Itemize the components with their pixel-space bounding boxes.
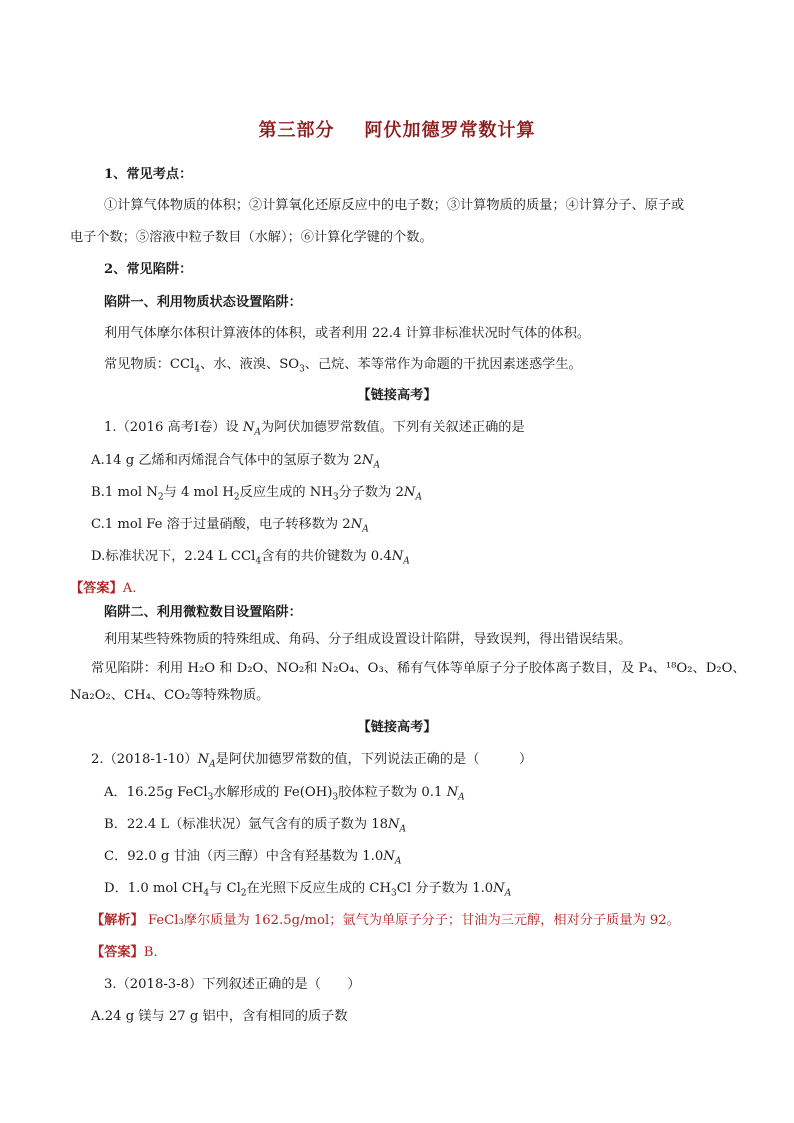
- q1-option-c: C.1 mol Fe 溶于过量硝酸，电子转移数为 $2N_A$: [91, 517, 369, 535]
- q2-option-d: D．1.0 mol $CH_4$与 $Cl_2$在光照下反应生成的 $CH_3Cl$ 分子数为 $1.0N_A$: [104, 881, 512, 899]
- trap2-line2: 常见陷阱：利用 H₂O 和 D₂O、NO₂和 N₂O₄、O₃、稀有气体等单原子分子胶体离子数目，及 P₄、¹⁸O₂、D₂O、: [91, 661, 746, 676]
- q1-answer: 【答案】A.: [70, 581, 137, 596]
- link-heading-2: 【链接高考】: [357, 720, 437, 735]
- section1-line1: ①计算气体物质的体积；②计算氧化还原反应中的电子数；③计算物质的质量；④计算分子、原子或: [104, 198, 685, 213]
- q1-option-a: A.14 g 乙烯和丙烯混合气体中的氢原子数为 $2N_A$: [91, 453, 380, 471]
- q3-stem: 3.（2018-3-8）下列叙述正确的是（ ）: [104, 977, 361, 992]
- q2-stem: $2.(2018-1-10)N_A$是阿伏加德罗常数的值，下列说法正确的是（ ）: [91, 752, 533, 770]
- trap2-line1: 利用某些特殊物质的特殊组成、角码、分子组成设置设计陷阱，导致误判，得出错误结果。: [104, 632, 632, 647]
- q1-option-b: B.1 mol $N_2$与 4 mol $H_2$反应生成的 $NH_3$分子数为 $2N_A$: [91, 485, 422, 503]
- section1-line2: 电子个数；⑤溶液中粒子数目（水解）；⑥计算化学键的个数。: [70, 230, 433, 245]
- trap2-line3: Na₂O₂、CH₄、CO₂等特殊物质。: [70, 688, 270, 703]
- q2-option-a: A．16.25g FeCl$_3$水解形成的 $Fe(OH)_3$胶体粒子数为 0.1 $N_A$: [104, 785, 465, 803]
- q1-stem: 1.（2016 高考Ⅰ卷）设 $N_A$为阿伏加德罗常数值。下列有关叙述正确的是: [104, 420, 525, 438]
- page-title: [0, 122, 794, 140]
- section2-heading: 2、常见陷阱：: [104, 262, 193, 277]
- trap1-heading: 陷阱一、利用物质状态设置陷阱：: [104, 295, 302, 310]
- link-heading-1: 【链接高考】: [357, 388, 437, 403]
- q2-option-c: C．92.0 g 甘油（丙三醇）中含有羟基数为 $1.0N_A$: [104, 849, 402, 867]
- section1-heading: 1、常见考点：: [104, 167, 193, 182]
- q3-option-a: A.24 g 镁与 27 g 铝中，含有相同的质子数: [91, 1009, 348, 1024]
- q1-option-d: D.标准状况下，2.24 L CCl$_4$含有的共价键数为 $0.4N_A$: [91, 549, 410, 567]
- trap2-heading: 陷阱二、利用微粒数目设置陷阱：: [104, 605, 302, 620]
- q2-answer: 【答案】B.: [91, 945, 158, 960]
- q2-option-b: B．22.4 L（标准状况）氩气含有的质子数为 $18N_A$: [104, 817, 407, 835]
- q2-analysis: 【解析】 FeCl₃摩尔质量为 162.5g/mol；氩气为单原子分子；甘油为三元醇，相对分子质量为 92。: [91, 913, 680, 928]
- trap1-line2: 常见物质：CCl$_4$、水、液溴、$SO_3$、己烷、苯等常作为命题的干扰因素迷惑学生。: [104, 357, 582, 375]
- title-part: 第三部分: [258, 120, 335, 141]
- trap1-line1: 利用气体摩尔体积计算液体的体积，或者利用 22.4 计算非标准状况时气体的体积。: [104, 326, 591, 341]
- title-topic: 阿伏加德罗常数计算: [364, 120, 536, 141]
